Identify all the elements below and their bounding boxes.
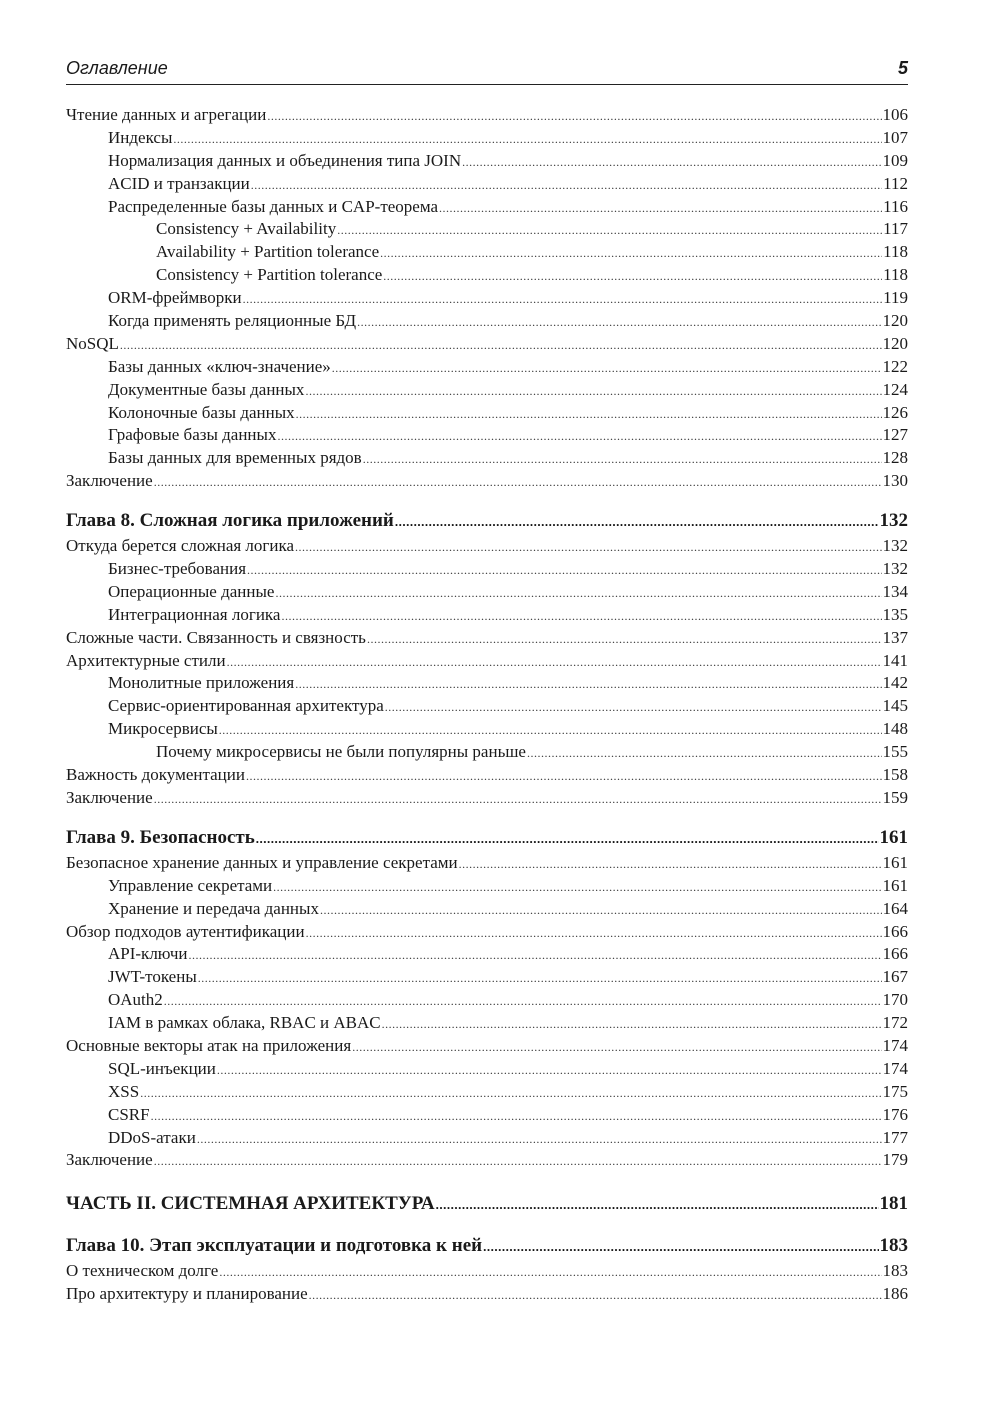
toc-entry-title: Нормализация данных и объединения типа JOIN [108, 150, 462, 170]
dot-leader [363, 448, 882, 471]
page-number: 5 [897, 58, 908, 78]
toc-entry-level-1[interactable] [66, 379, 908, 402]
toc-entry-level-1[interactable] [66, 1058, 908, 1081]
toc-entry-level-2[interactable] [66, 218, 908, 241]
toc-entry-level-2[interactable] [66, 241, 908, 264]
toc-entry-level-0[interactable] [66, 852, 908, 875]
dot-leader [151, 1105, 882, 1128]
toc-entry-level-0[interactable] [66, 650, 908, 673]
toc-entry-title: Глава 8. Сложная логика приложений [66, 510, 394, 532]
toc-entry-level-0[interactable] [66, 470, 908, 493]
toc-part-heading[interactable] [66, 1190, 908, 1218]
dot-leader [357, 311, 881, 334]
dot-leader [154, 1150, 882, 1173]
toc-entry-page: 176 [882, 1104, 908, 1124]
toc-entry-level-0[interactable] [66, 1035, 908, 1058]
toc-entry-page: 124 [882, 379, 908, 399]
dot-leader [382, 1013, 882, 1036]
dot-leader [332, 357, 882, 380]
toc-entry-title: Управление секретами [108, 875, 273, 895]
toc-entry-page: 159 [882, 787, 908, 807]
toc-entry-level-1[interactable] [66, 898, 908, 921]
dot-leader [267, 105, 881, 128]
dot-leader [243, 288, 883, 311]
dot-leader [296, 403, 882, 426]
toc-entry-level-1[interactable] [66, 966, 908, 989]
toc-entry-page: 142 [882, 673, 908, 693]
toc-entry-title: Глава 9. Безопасность [66, 826, 255, 848]
dot-leader [483, 1233, 878, 1261]
toc-entry-title: DDoS-атаки [108, 1127, 196, 1147]
toc-entry-title: Заключение [66, 471, 153, 491]
toc-chapter-heading[interactable] [66, 507, 908, 535]
toc-entry-title: Когда применять реляционные БД [108, 311, 357, 331]
toc-entry-page: 132 [879, 510, 908, 532]
dot-leader [395, 508, 879, 536]
toc-entry-page: 148 [882, 719, 908, 739]
toc-entry-page: 170 [882, 990, 908, 1010]
dot-leader [173, 128, 881, 151]
dot-leader [189, 944, 882, 967]
toc-entry-title: JWT-токены [108, 967, 197, 987]
toc-entry-page: 130 [882, 471, 908, 491]
toc-entry-page: 132 [882, 559, 908, 579]
dot-leader [251, 174, 882, 197]
toc-entry-page: 161 [882, 852, 908, 872]
toc-entry-page: 126 [882, 402, 908, 422]
dot-leader [120, 334, 882, 357]
toc-entry-title: Интеграционная логика [108, 604, 281, 624]
toc-entry-page: 161 [879, 826, 908, 848]
toc-entry-title: ORM-фреймворки [108, 288, 242, 308]
toc-entry-level-2[interactable] [66, 741, 908, 764]
toc-entry-level-0[interactable] [66, 787, 908, 810]
toc-entry-page: 117 [883, 219, 908, 239]
toc-entry-page: 181 [879, 1193, 908, 1215]
toc-entry-level-1[interactable] [66, 1104, 908, 1127]
toc-entry-level-1[interactable] [66, 173, 908, 196]
toc-entry-page: 172 [882, 1013, 908, 1033]
dot-leader [295, 536, 881, 559]
toc-entry-level-1[interactable] [66, 1127, 908, 1150]
toc-entry-title: Архитектурные стили [66, 650, 226, 670]
toc-entry-level-0[interactable] [66, 921, 908, 944]
toc-entry-page: 175 [882, 1081, 908, 1101]
dot-leader [462, 151, 881, 174]
toc-entry-title: Индексы [108, 127, 173, 147]
toc-entry-page: 112 [883, 173, 908, 193]
toc-entry-title: Документные базы данных [108, 379, 305, 399]
running-header [66, 58, 908, 85]
toc-entry-title: Availability + Partition tolerance [156, 242, 380, 262]
dot-leader [309, 1284, 882, 1307]
toc-entry-title: Заключение [66, 787, 153, 807]
toc-entry-title: Consistency + Partition tolerance [156, 265, 383, 285]
dot-leader [197, 1128, 882, 1151]
toc-entry-level-1[interactable] [66, 581, 908, 604]
toc-entry-level-1[interactable] [66, 695, 908, 718]
dot-leader [527, 742, 882, 765]
toc-entry-page: 177 [882, 1127, 908, 1147]
toc-entry-level-1[interactable] [66, 943, 908, 966]
toc-entry-title: Графовые базы данных [108, 425, 277, 445]
dot-leader [219, 719, 882, 742]
toc-entry-page: 116 [883, 196, 908, 216]
toc-entry-title: XSS [108, 1081, 140, 1101]
dot-leader [306, 922, 882, 945]
toc-entry-title: SQL-инъекции [108, 1058, 216, 1078]
toc-entry-level-1[interactable] [66, 310, 908, 333]
toc-entry-title: Операционные данные [108, 581, 275, 601]
toc-entry-level-1[interactable] [66, 1081, 908, 1104]
dot-leader [273, 876, 881, 899]
toc-entry-level-1[interactable] [66, 604, 908, 627]
toc-entry-title: Важность документации [66, 765, 245, 785]
dot-leader [367, 628, 882, 651]
toc-entry-title: Откуда берется сложная логика [66, 536, 295, 556]
toc-entry-level-0[interactable] [66, 764, 908, 787]
toc-entry-page: 132 [882, 536, 908, 556]
toc-entry-level-0[interactable] [66, 535, 908, 558]
toc-entry-title: OAuth2 [108, 990, 163, 1010]
toc-entry-level-0[interactable] [66, 1260, 908, 1283]
section-spacer [66, 1218, 908, 1232]
toc-entry-title: API-ключи [108, 944, 188, 964]
toc-entry-level-1[interactable] [66, 356, 908, 379]
dot-leader [227, 651, 882, 674]
toc-entry-level-1[interactable] [66, 196, 908, 219]
dot-leader [246, 765, 882, 788]
toc-entry-level-1[interactable] [66, 447, 908, 470]
toc-entry-title: Заключение [66, 1150, 153, 1170]
dot-leader [256, 825, 879, 853]
toc-entry-page: 174 [882, 1058, 908, 1078]
toc-entry-title: Базы данных для временных рядов [108, 448, 362, 468]
toc-entry-level-1[interactable] [66, 1012, 908, 1035]
toc-entry-page: 155 [882, 742, 908, 762]
dot-leader [277, 425, 881, 448]
dot-leader [383, 265, 882, 288]
toc-entry-page: 107 [882, 127, 908, 147]
toc-entry-level-0[interactable] [66, 627, 908, 650]
toc-entry-title: NoSQL [66, 333, 119, 353]
toc-entry-level-0[interactable] [66, 1149, 908, 1172]
toc-entry-page: 135 [882, 604, 908, 624]
toc-entry-level-1[interactable] [66, 558, 908, 581]
toc-entry-title: О техническом долге [66, 1261, 219, 1281]
toc-entry-title: Consistency + Availability [156, 219, 337, 239]
dot-leader [281, 605, 881, 628]
toc-entry-title: Безопасное хранение данных и управление секретами [66, 852, 458, 872]
toc-entry-title: Чтение данных и агрегации [66, 105, 267, 124]
toc-entry-level-1[interactable] [66, 402, 908, 425]
toc-entry-page: 174 [882, 1035, 908, 1055]
toc-entry-page: 183 [882, 1261, 908, 1281]
toc-entry-page: 120 [882, 333, 908, 353]
toc-entry-title: CSRF [108, 1104, 150, 1124]
dot-leader [275, 582, 881, 605]
dot-leader [247, 559, 881, 582]
dot-leader [305, 380, 881, 403]
toc-entry-level-1[interactable] [66, 150, 908, 173]
toc-entry-level-1[interactable] [66, 287, 908, 310]
toc-entry-title: Микросервисы [108, 719, 218, 739]
dot-leader [140, 1082, 881, 1105]
toc-entry-title: Обзор подходов аутентификации [66, 921, 305, 941]
dot-leader [459, 853, 882, 876]
dot-leader [320, 899, 882, 922]
toc-entry-page: 106 [882, 105, 908, 124]
toc-chapter-heading[interactable] [66, 1232, 908, 1260]
toc-entry-title: Монолитные приложения [108, 673, 295, 693]
running-header-title: Оглавление [66, 58, 168, 78]
toc-entry-page: 118 [883, 242, 908, 262]
dot-leader [219, 1261, 881, 1284]
dot-leader [295, 673, 881, 696]
toc-entry-title: Хранение и передача данных [108, 898, 319, 918]
toc-entry-page: 161 [882, 875, 908, 895]
dot-leader [337, 219, 882, 242]
dot-leader [154, 788, 882, 811]
toc-entry-page: 127 [882, 425, 908, 445]
toc-entry-level-1[interactable] [66, 424, 908, 447]
toc-entry-title: Основные векторы атак на приложения [66, 1035, 352, 1055]
toc-entry-page: 134 [882, 581, 908, 601]
dot-leader [352, 1036, 881, 1059]
dot-leader [198, 967, 882, 990]
toc-entry-level-2[interactable] [66, 264, 908, 287]
toc-entry-level-0[interactable] [66, 333, 908, 356]
toc-entry-page: 164 [882, 898, 908, 918]
toc-entry-level-1[interactable] [66, 875, 908, 898]
dot-leader [385, 696, 882, 719]
dot-leader [436, 1191, 879, 1219]
toc-entry-title: Бизнес-требования [108, 559, 247, 579]
toc-entry-page: 120 [882, 311, 908, 331]
toc-entry-page: 137 [882, 627, 908, 647]
toc-entry-page: 122 [882, 356, 908, 376]
toc-entry-page: 145 [882, 696, 908, 716]
toc-chapter-heading[interactable] [66, 824, 908, 852]
toc-entry-page: 166 [882, 944, 908, 964]
section-spacer [66, 493, 908, 507]
toc-entry-title: Почему микросервисы не были популярны раньше [156, 742, 526, 762]
toc-entry-page: 167 [882, 967, 908, 987]
toc-entry-title: Глава 10. Этап эксплуатации и подготовка к ней [66, 1235, 483, 1257]
toc-entry-page: 186 [882, 1284, 908, 1304]
dot-leader [217, 1059, 882, 1082]
toc-entry-level-1[interactable] [66, 718, 908, 741]
dot-leader [154, 471, 882, 494]
toc-entry-level-0[interactable] [66, 1283, 908, 1306]
toc-entry-page: 118 [883, 265, 908, 285]
dot-leader [380, 242, 882, 265]
toc-entry-title: Про архитектуру и планирование [66, 1284, 308, 1304]
section-spacer [66, 1172, 908, 1190]
dot-leader [439, 197, 882, 220]
toc-entry-title: ACID и транзакции [108, 173, 250, 193]
toc-entry-page: 119 [883, 288, 908, 308]
toc-entry-title: Сервис-ориентированная архитектура [108, 696, 384, 716]
toc-entry-title: Распределенные базы данных и CAP-теорема [108, 196, 439, 216]
toc-entry-page: 109 [882, 150, 908, 170]
toc-entry-page: 179 [882, 1150, 908, 1170]
toc-entry-title: IAM в рамках облака, RBAC и ABAC [108, 1013, 381, 1033]
toc-entry-title: ЧАСТЬ II. СИСТЕМНАЯ АРХИТЕКТУРА [66, 1193, 435, 1215]
toc-entry-level-1[interactable] [66, 127, 908, 150]
toc-entry-page: 128 [882, 448, 908, 468]
table-of-contents [66, 104, 908, 1306]
toc-entry-level-0[interactable] [66, 104, 908, 127]
section-spacer [66, 810, 908, 824]
toc-entry-title: Базы данных «ключ-значение» [108, 356, 331, 376]
dot-leader [164, 990, 882, 1013]
toc-entry-title: Колоночные базы данных [108, 402, 295, 422]
toc-entry-level-1[interactable] [66, 989, 908, 1012]
toc-entry-page: 166 [882, 921, 908, 941]
toc-entry-page: 141 [882, 650, 908, 670]
toc-entry-level-1[interactable] [66, 672, 908, 695]
toc-entry-title: Сложные части. Связанность и связность [66, 627, 366, 647]
toc-entry-page: 183 [879, 1235, 908, 1257]
toc-entry-page: 158 [882, 765, 908, 785]
